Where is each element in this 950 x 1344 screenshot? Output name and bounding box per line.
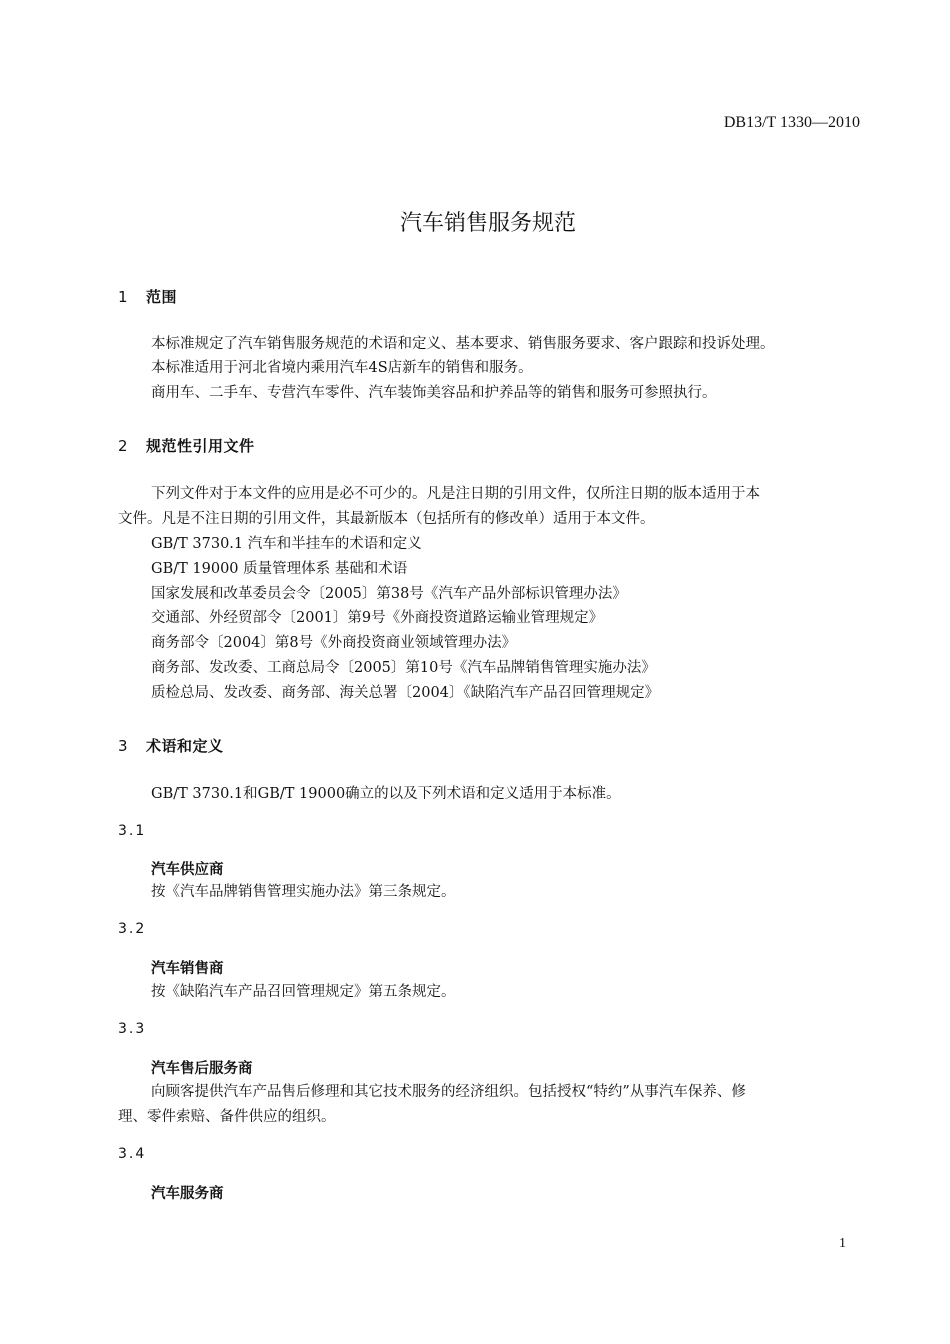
section-title: 术语和定义 <box>146 737 224 755</box>
subclause-number: 3.1 <box>118 823 147 839</box>
section-3-heading <box>118 735 224 756</box>
subclause-number: 3.2 <box>118 921 147 937</box>
paragraph-line: 本标准适用于河北省境内乘用汽车4S店新车的销售和服务。 <box>151 360 533 376</box>
term-definition: 理、零件索赔、备件供应的组织。 <box>118 1109 336 1125</box>
paragraph-line: 本标准规定了汽车销售服务规范的术语和定义、基本要求、销售服务要求、客户跟踪和投诉处理。 <box>151 336 775 352</box>
section-title: 规范性引用文件 <box>146 437 255 455</box>
reference-item: 商务部令〔2004〕第8号《外商投资商业领域管理办法》 <box>151 635 517 651</box>
reference-item: 交通部、外经贸部令〔2001〕第9号《外商投资道路运输业管理规定》 <box>151 610 604 626</box>
subclause-number: 3.3 <box>118 1021 147 1037</box>
term-definition: 按《缺陷汽车产品召回管理规定》第五条规定。 <box>151 984 456 1000</box>
subclause-number: 3.4 <box>118 1146 147 1162</box>
paragraph-line: 商用车、二手车、专营汽车零件、汽车装饰美容品和护养品等的销售和服务可参照执行。 <box>151 385 717 401</box>
section-number: 3 <box>118 737 129 755</box>
term-definition: 向顾客提供汽车产品售后修理和其它技术服务的经济组织。包括授权“特约”从事汽车保养、修 <box>151 1084 746 1100</box>
reference-item: 商务部、发改委、工商总局令〔2005〕第10号《汽车品牌销售管理实施办法》 <box>151 660 656 676</box>
reference-item: 质检总局、发改委、商务部、海关总署〔2004〕《缺陷汽车产品召回管理规定》 <box>151 685 660 701</box>
section-number: 2 <box>118 437 129 455</box>
section-title: 范围 <box>146 288 178 306</box>
section-2-heading <box>118 435 255 456</box>
standard-code: DB13/T 1330—2010 <box>723 114 860 131</box>
term-name: 汽车售后服务商 <box>151 1061 253 1077</box>
term-definition: 按《汽车品牌销售管理实施办法》第三条规定。 <box>151 884 456 900</box>
term-name: 汽车销售商 <box>151 961 224 977</box>
paragraph-line: 文件。凡是不注日期的引用文件，其最新版本（包括所有的修改单）适用于本文件。 <box>118 511 655 527</box>
section-number: 1 <box>118 288 129 306</box>
page-number: 1 <box>839 1236 846 1251</box>
term-name: 汽车服务商 <box>151 1186 224 1202</box>
reference-item: 国家发展和改革委员会令〔2005〕第38号《汽车产品外部标识管理办法》 <box>151 586 627 602</box>
paragraph-line: GB/T 3730.1和GB/T 19000确立的以及下列术语和定义适用于本标准。 <box>151 786 621 802</box>
section-1-heading <box>118 286 177 307</box>
document-title: 汽车销售服务规范 <box>399 211 576 236</box>
reference-item: GB/T 19000 质量管理体系 基础和术语 <box>151 561 408 577</box>
term-name: 汽车供应商 <box>151 862 224 878</box>
paragraph-line: 下列文件对于本文件的应用是必不可少的。凡是注日期的引用文件，仅所注日期的版本适用于本 <box>151 486 760 502</box>
reference-item: GB/T 3730.1 汽车和半挂车的术语和定义 <box>151 536 422 552</box>
